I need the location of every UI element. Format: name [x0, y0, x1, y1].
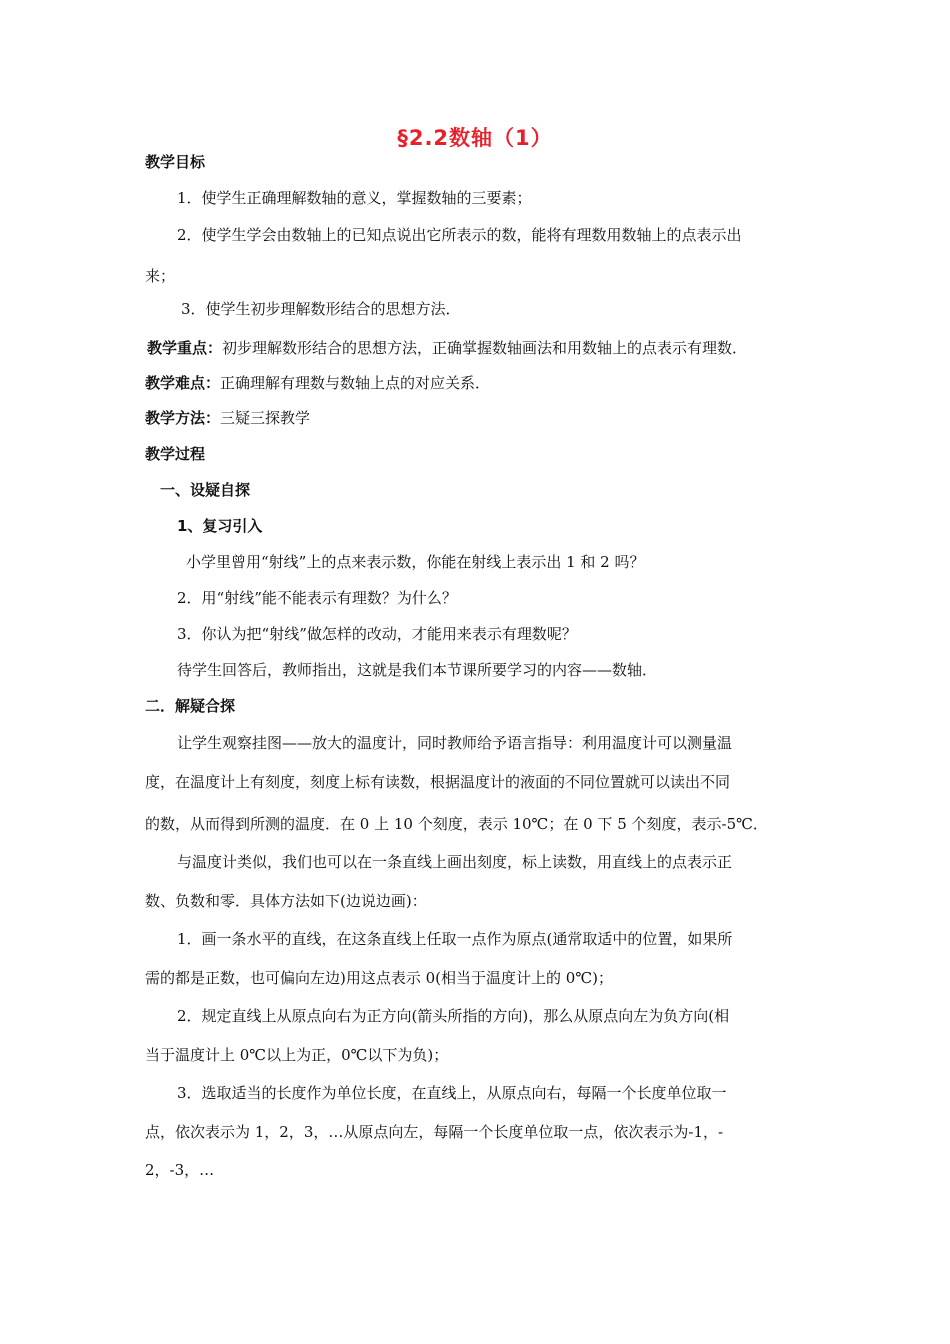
objective-item-3: 3．使学生初步理解数形结合的思想方法． [181, 300, 461, 318]
objectives-heading: 教学目标 [145, 153, 206, 171]
method [145, 408, 310, 428]
difficulty-label: 教学难点： [145, 374, 221, 392]
section1-line-3: 3．你认为把“射线”做怎样的改动，才能用来表示有理数呢？ [177, 625, 577, 643]
section2-line-9: 当于温度计上 0℃以上为正，0℃以下为负)； [145, 1046, 449, 1064]
section2-line-6: 1．画一条水平的直线，在这条直线上任取一点作为原点(通常取适中的位置，如果所 [177, 930, 733, 948]
section1-heading: 一、设疑自探 [160, 481, 251, 499]
section2-line-7: 需的都是正数，也可偏向左边)用这点表示 0(相当于温度计上的 0℃)； [145, 969, 613, 987]
objective-item-1: 1．使学生正确理解数轴的意义，掌握数轴的三要素； [177, 189, 532, 207]
section1-sub1: 1、复习引入 [177, 517, 263, 535]
difficulty-text: 正确理解有理数与数轴上点的对应关系． [220, 374, 491, 392]
method-label: 教学方法： [145, 409, 221, 427]
section2-line-2: 度，在温度计上有刻度，刻度上标有读数，根据温度计的液面的不同位置就可以读出不同 [145, 773, 731, 791]
section2-line-10: 3．选取适当的长度作为单位长度，在直线上，从原点向右，每隔一个长度单位取一 [177, 1084, 727, 1102]
objective-item-2: 2．使学生学会由数轴上的已知点说出它所表示的数，能将有理数用数轴上的点表示出 [177, 226, 742, 244]
section2-line-12: 2，-3，… [145, 1161, 215, 1179]
section2-line-11: 点，依次表示为 1，2，3，…从原点向左，每隔一个长度单位取一点，依次表示为-1，- [145, 1123, 724, 1141]
key-point-text: 初步理解数形结合的思想方法，正确掌握数轴画法和用数轴上的点表示有理数． [222, 339, 748, 357]
section2-line-5: 数、负数和零．具体方法如下(边说边画)： [145, 892, 427, 910]
section2-line-8: 2．规定直线上从原点向右为正方向(箭头所指的方向)，那么从原点向左为负方向(相 [177, 1007, 730, 1025]
section2-heading: 二．解疑合探 [145, 697, 236, 715]
section2-line-4: 与温度计类似，我们也可以在一条直线上画出刻度，标上读数，用直线上的点表示正 [177, 853, 733, 871]
process-heading: 教学过程 [145, 445, 206, 463]
key-point [147, 338, 747, 358]
section2-line-3: 的数，从而得到所测的温度．在 0 上 10 个刻度，表示 10℃；在 0 下 5 个刻度，表示-5℃． [145, 815, 768, 833]
objective-item-2-cont: 来； [145, 267, 176, 285]
section1-line-1: 小学里曾用“射线”上的点来表示数，你能在射线上表示出 1 和 2 吗？ [186, 553, 645, 571]
key-point-label: 教学重点： [147, 339, 223, 357]
section2-line-1: 让学生观察挂图——放大的温度计，同时教师给予语言指导：利用温度计可以测量温 [177, 734, 733, 752]
difficulty [145, 373, 490, 393]
section1-line-4: 待学生回答后，教师指出，这就是我们本节课所要学习的内容——数轴． [177, 661, 658, 679]
page-title: §2.2数轴（1） [397, 126, 553, 150]
method-text: 三疑三探教学 [220, 409, 311, 427]
section1-line-2: 2．用“射线”能不能表示有理数？为什么？ [177, 589, 457, 607]
